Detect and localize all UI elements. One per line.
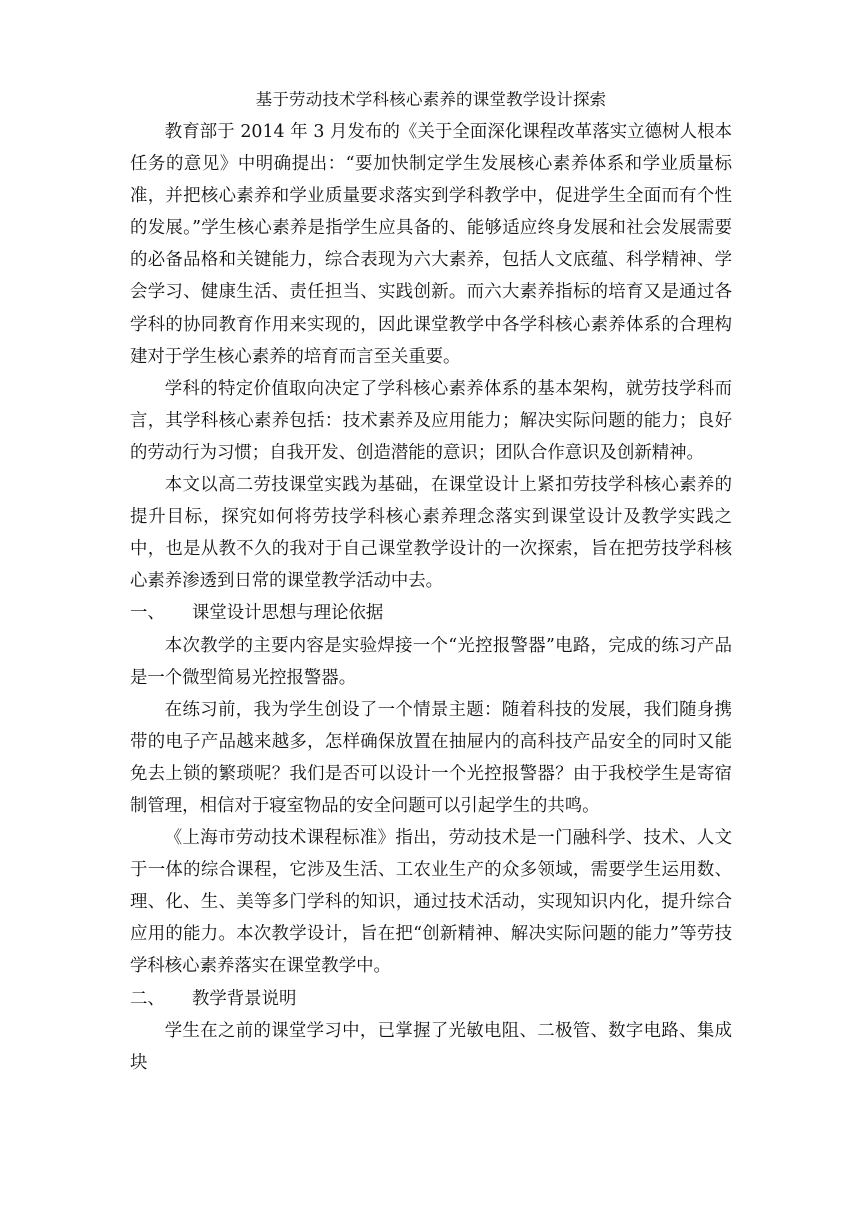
section-number: 一、 (130, 603, 165, 624)
document-body (130, 84, 732, 1079)
section1-paragraph-3: 《上海市劳动技术课程标准》指出，劳动技术是一门融科学、技术、人文于一体的综合课程，它涉及生活、工农业生产的众多领域，需要学生运用数、理、化、生、美等多门学科的知识，通过技术活动，实现知识内化，提升综合应用的能力。本次教学设计，旨在把“创新精神、解决实际问题的能力”等劳技学科核心素养落实在课堂教学中。 (130, 828, 732, 977)
section-heading-2 (130, 983, 732, 1015)
section-number: 二、 (130, 988, 165, 1009)
section1-paragraph-1: 本次教学的主要内容是实验焊接一个“光控报警器”电路，完成的练习产品是一个微型简易光控报警器。 (130, 635, 732, 688)
intro-paragraph-3: 本文以高二劳技课堂实践为基础，在课堂设计上紧扣劳技学科核心素养的提升目标，探究如何将劳技学科核心素养理念落实到课堂设计及教学实践之中，也是从教不久的我对于自己课堂教学设计的一次探索，旨在把劳技学科核心素养渗透到日常的课堂教学活动中去。 (130, 475, 732, 592)
section2-paragraph-1: 学生在之前的课堂学习中，已掌握了光敏电阻、二极管、数字电路、集成块 (130, 1020, 732, 1073)
section-title: 教学背景说明 (192, 988, 297, 1009)
section-heading-1 (130, 597, 732, 629)
section1-paragraph-2: 在练习前，我为学生创设了一个情景主题：随着科技的发展，我们随身携带的电子产品越来越多，怎样确保放置在抽屉内的高科技产品安全的同时又能免去上锁的繁琐呢？我们是否可以设计一个光控报警器？由于我校学生是寄宿制管理，相信对于寝室物品的安全问题可以引起学生的共鸣。 (130, 699, 732, 816)
intro-paragraph-1: 教育部于 2014 年 3 月发布的《关于全面深化课程改革落实立德树人根本任务的意见》中明确提出：“要加快制定学生发展核心素养体系和学业质量标准，并把核心素养和学业质量要求落实到学科教学中，促进学生全面而有个性的发展。”学生核心素养是指学生应具备的、能够适应终身发展和社会发展需要的必备品格和关键能力，综合表现为六大素养，包括人文底蕴、科学精神、学会学习、健康生活、责任担当、实践创新。而六大素养指标的培育又是通过各学科的协同教育作用来实现的，因此课堂教学中各学科核心素养体系的合理构建对于学生核心素养的培育而言至关重要。 (130, 122, 732, 367)
document-title: 基于劳动技术学科核心素养的课堂教学设计探索 (255, 90, 607, 109)
section-title: 课堂设计思想与理论依据 (192, 603, 384, 624)
intro-paragraph-2: 学科的特定价值取向决定了学科核心素养体系的基本架构，就劳技学科而言，其学科核心素养包括：技术素养及应用能力；解决实际问题的能力；良好的劳动行为习惯；自我开发、创造潜能的意识；团队合作意识及创新精神。 (130, 378, 732, 463)
